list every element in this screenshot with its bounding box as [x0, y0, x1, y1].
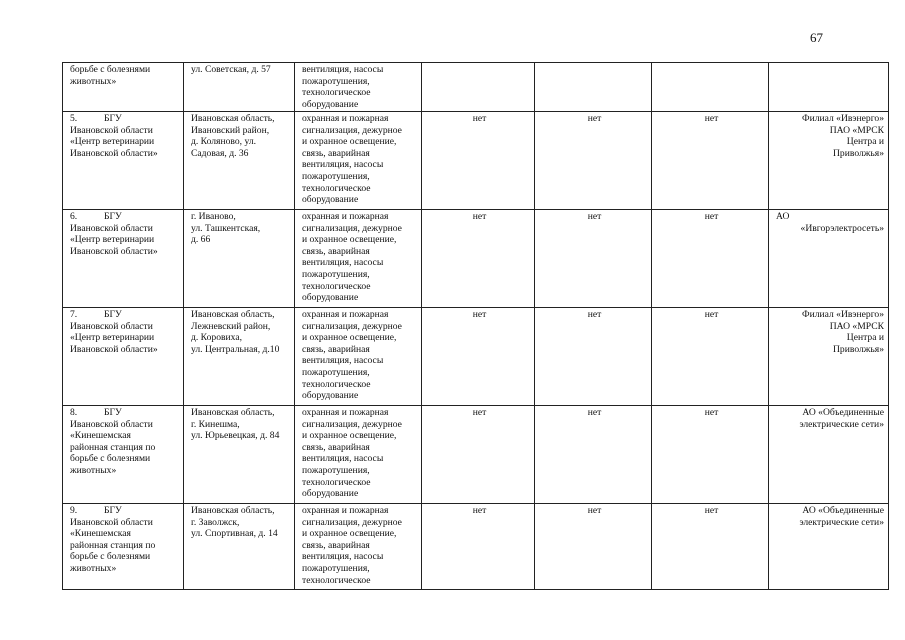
table-row [63, 504, 889, 590]
value-cell [422, 63, 535, 112]
row-number: 9. [70, 505, 78, 516]
value-cell: нет [535, 210, 652, 308]
value-cell: нет [535, 112, 652, 210]
table-row [63, 210, 889, 308]
table-row [63, 112, 889, 210]
value-cell: нет [652, 112, 769, 210]
address-cell: Ивановская область, Лежневский район, д. Коровиха, ул. Центральная, д.10 [184, 308, 295, 406]
org-cell: 8. БГУ Ивановской области «Кинешемская районная станция по борьбе с болезнями животных» [63, 406, 184, 504]
supplier-cell: Филиал «Ивэнерго» ПАО «МРСК Центра и Приволжья» [769, 308, 889, 406]
supplier-cell: АО «Ивгорэлектросеть» [769, 210, 889, 308]
equipment-cell: охранная и пожарная сигнализация, дежурное и охранное освещение, связь, аварийная вентиляция, насосы пожаротушения, технологическое оборудование [295, 308, 422, 406]
org-cell: борьбе с болезнями животных» [63, 63, 184, 112]
value-cell: нет [422, 210, 535, 308]
address-cell: Ивановская область, г. Заволжск, ул. Спортивная, д. 14 [184, 504, 295, 590]
address-cell: ул. Советская, д. 57 [184, 63, 295, 112]
row-number: 8. [70, 407, 78, 418]
page-number: 67 [810, 30, 823, 45]
equipment-cell: охранная и пожарная сигнализация, дежурное и охранное освещение, связь, аварийная вентиляция, насосы пожаротушения, технологическое оборудование [295, 406, 422, 504]
value-cell: нет [652, 308, 769, 406]
value-cell: нет [422, 504, 535, 590]
value-cell: нет [652, 504, 769, 590]
table-row [63, 406, 889, 504]
org-cell: 6. БГУ Ивановской области «Центр ветеринарии Ивановской области» [63, 210, 184, 308]
value-cell: нет [652, 406, 769, 504]
address-cell: г. Иваново, ул. Ташкентская, д. 66 [184, 210, 295, 308]
supplier-cell: Филиал «Ивэнерго» ПАО «МРСК Центра и Приволжья» [769, 112, 889, 210]
row-number: 5. [70, 113, 78, 124]
equipment-cell: охранная и пожарная сигнализация, дежурное и охранное освещение, связь, аварийная вентиляция, насосы пожаротушения, технологическое оборудование [295, 210, 422, 308]
org-cell: 7. БГУ Ивановской области «Центр ветеринарии Ивановской области» [63, 308, 184, 406]
supplier-cell [769, 63, 889, 112]
org-cell: 5. БГУ Ивановской области «Центр ветеринарии Ивановской области» [63, 112, 184, 210]
equipment-cell: вентиляция, насосы пожаротушения, технологическое оборудование [295, 63, 422, 112]
supplier-cell: АО «Объединенные электрические сети» [769, 504, 889, 590]
row-number: 6. [70, 211, 78, 222]
value-cell [652, 63, 769, 112]
table-row [63, 63, 889, 112]
value-cell: нет [422, 112, 535, 210]
supplier-cell: АО «Объединенные электрические сети» [769, 406, 889, 504]
address-cell: Ивановская область, г. Кинешма, ул. Юрьевецкая, д. 84 [184, 406, 295, 504]
value-cell: нет [535, 406, 652, 504]
table-row [63, 308, 889, 406]
equipment-cell: охранная и пожарная сигнализация, дежурное и охранное освещение, связь, аварийная вентиляция, насосы пожаротушения, технологическое оборудование [295, 112, 422, 210]
value-cell: нет [652, 210, 769, 308]
value-cell: нет [422, 308, 535, 406]
row-number: 7. [70, 309, 78, 320]
value-cell: нет [422, 406, 535, 504]
org-cell: 9. БГУ Ивановской области «Кинешемская районная станция по борьбе с болезнями животных» [63, 504, 184, 590]
equipment-cell: охранная и пожарная сигнализация, дежурное и охранное освещение, связь, аварийная вентиляция, насосы пожаротушения, технологическое [295, 504, 422, 590]
address-cell: Ивановская область, Ивановский район, д. Коляново, ул. Садовая, д. 36 [184, 112, 295, 210]
value-cell: нет [535, 504, 652, 590]
value-cell: нет [535, 308, 652, 406]
facilities-table [62, 62, 889, 590]
value-cell [535, 63, 652, 112]
